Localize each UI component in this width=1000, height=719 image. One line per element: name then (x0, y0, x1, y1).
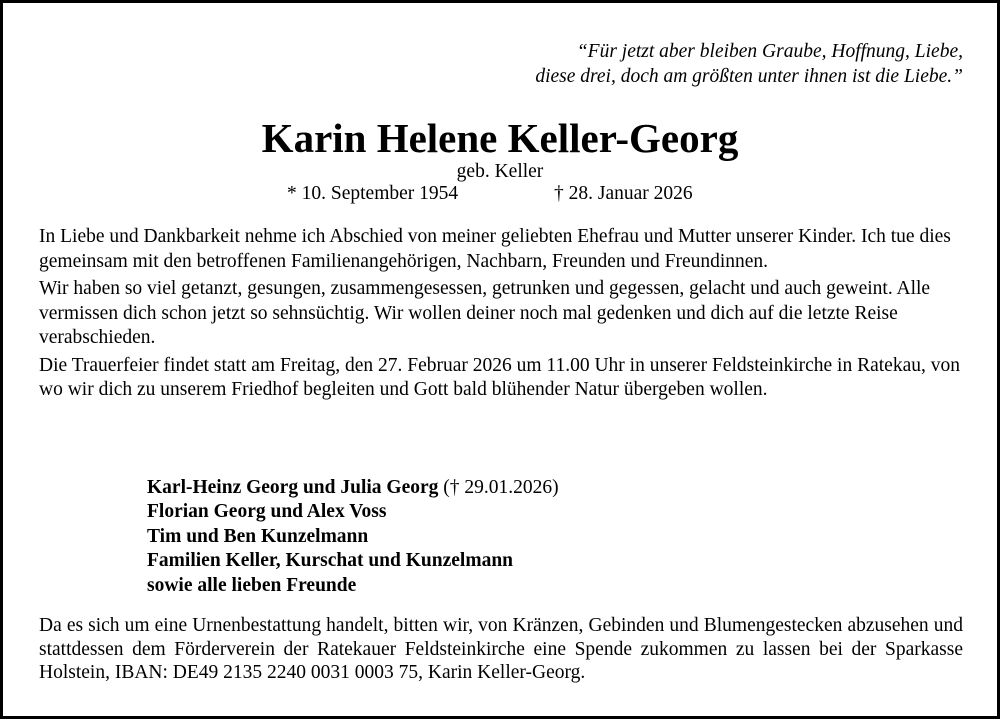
death-date: † 28. Januar 2026 (554, 183, 693, 204)
bible-quote (535, 39, 963, 89)
deceased-name: Karin Helene Keller-Georg (261, 115, 739, 161)
mourner-name: Karl-Heinz Georg und Julia Georg (147, 477, 439, 498)
farewell-text (39, 225, 963, 406)
life-dates (3, 181, 997, 207)
paragraph-memories: Wir haben so viel getanzt, gesungen, zusammengesessen, getrunken und gegessen, gelacht und auch geweint. Alle vermissen dich schon jetzt so sehnsüchtig. Wir wollen deiner noch mal gedenken und dich auf die letzte Reise verabschieden. (39, 278, 931, 348)
mourner-row (147, 476, 559, 500)
birth-date: * 10. September 1954 (287, 183, 459, 204)
mourner-row: Florian Georg und Alex Voss (147, 501, 387, 523)
paragraph-ceremony: Die Trauerfeier findet statt am Freitag, den 27. Februar 2026 um 11.00 Uhr in unserer Feldsteinkirche in Ratekau, von wo wir dich zu unserem Friedhof begleiten und Gott bald blühender Natur übergeben wollen. (39, 354, 960, 400)
quote-line-2: diese drei, doch am größten unter ihnen ist die Liebe.” (535, 66, 963, 87)
birth-name: geb. Keller (456, 161, 544, 182)
mourner-death-note: († 29.01.2026) (438, 477, 559, 498)
donation-note: Da es sich um eine Urnenbestattung handelt, bitten wir, von Kränzen, Gebinden und Blumengestecken abzusehen und stattdessen dem Förderverein der Ratekauer Feldsteinkirche eine Spende zukommen zu lassen bei der Sparkasse Holstein, IBAN: DE49 2135 2240 0031 0003 75, Karin Keller-Georg. (39, 615, 963, 683)
mourner-row: Tim und Ben Kunzelmann (147, 525, 369, 547)
mourners-list (147, 476, 559, 598)
quote-line-1: “Für jetzt aber bleiben Graube, Hoffnung, Liebe, (576, 41, 963, 62)
paragraph-farewell: In Liebe und Dankbarkeit nehme ich Abschied von meiner geliebten Ehefrau und Mutter unserer Kinder. Ich tue dies gemeinsam mit den betroffenen Familienangehörigen, Nachbarn, Freunden und Freundinnen. (39, 226, 951, 272)
mourner-row: Familien Keller, Kurschat und Kunzelmann (147, 550, 514, 572)
mourner-row: sowie alle lieben Freunde (147, 574, 357, 596)
